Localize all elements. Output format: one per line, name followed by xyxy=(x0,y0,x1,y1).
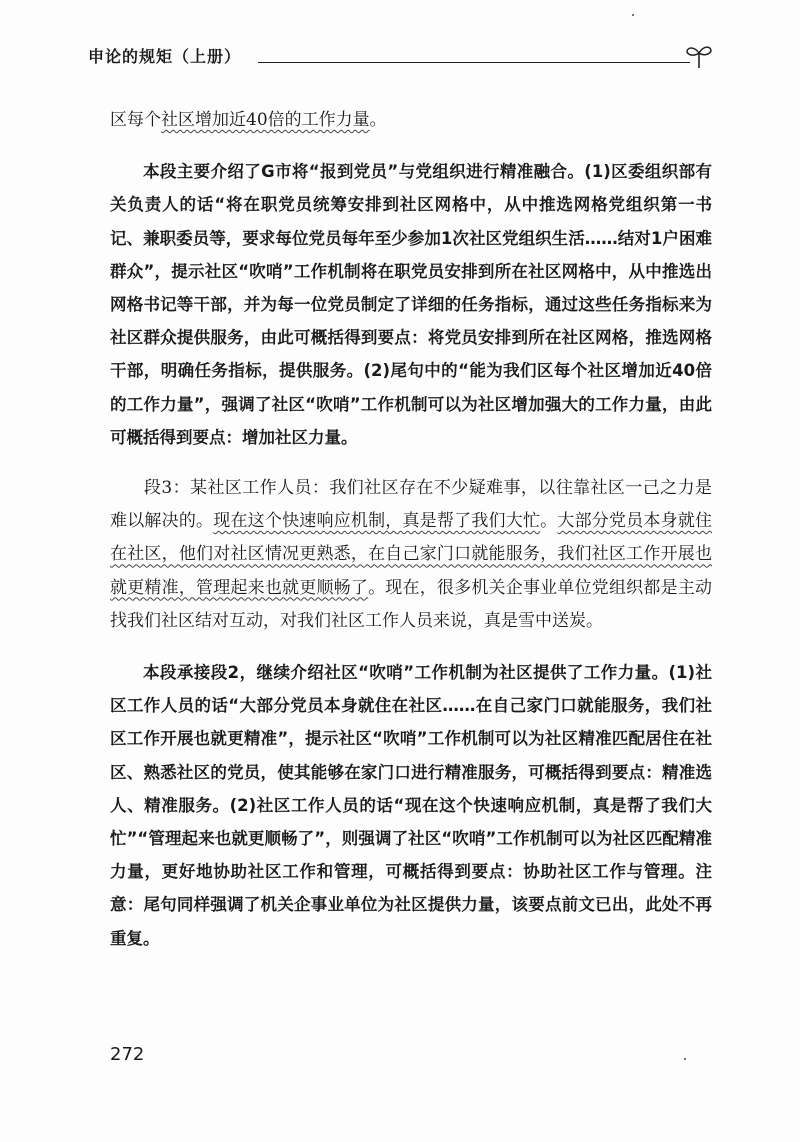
underlined-text: 大部分党员本身就住在社区，他们对社区情况更熟悉，在自己家门口就能服务，我们社区工作开展也就更精准，管理起来也就更顺畅了 xyxy=(110,511,713,598)
text-run: 。 xyxy=(540,511,558,532)
analysis-paragraph-1: 本段主要介绍了G市将“报到党员”与党组织进行精准融合。(1)区委组织部有关负责人的话“将在职党员统筹安排到社区网格中，从中推选网格党组织第一书记、兼职委员等，要求每位党员每年至少参加1次社区党组织生活……结对1户困难群众”，提示社区“吹哨”工作机制将在职党员安排到所在社区网格中，从中推选出网格书记等干部，并为每一位党员制定了详细的任务指标，通过这些任务指标来为社区群众提供服务，由此可概括得到要点：将党员安排到所在社区网格，推选网格干部，明确任务指标，提供服务。(2)尾句中的“能为我们区每个社区增加近40倍的工作力量”，强调了社区“吹哨”工作机制可以为社区增加强大的工作力量，由此可概括得到要点：增加社区力量。 xyxy=(110,162,712,447)
paragraph-continuation xyxy=(110,104,712,137)
analysis-paragraph-2: 本段承接段2，继续介绍社区“吹哨”工作机制为社区提供了工作力量。(1)社区工作人员的话“大部分党员本身就住在社区……在自己家门口就能服务，我们社区工作开展也就更精准”，提示社区“吹哨”工作机制可以为社区精准匹配居住在社区、熟悉社区的党员，使其能够在家门口进行精准服务，可概括得到要点：精准选人、精准服务。(2)社区工作人员的话“现在这个快速响应机制，真是帮了我们大忙”“管理起来也就更顺畅了”，则强调了社区“吹哨”工作机制可以为社区匹配精准力量，更好地协助社区工作和管理，可概括得到要点：协助社区工作与管理。注意：尾句同样强调了机关企事业单位为社区提供力量，该要点前文已出，此处不再重复。 xyxy=(110,663,712,948)
sprout-icon xyxy=(684,40,714,70)
text-run: 段3：某社区工作人员：我们社区存在不少疑难事，以往靠社区一己之力是难以解决的。 xyxy=(110,478,712,532)
underlined-text: 社区增加近40倍的工作力量 xyxy=(161,110,370,130)
text-run: 区每个 xyxy=(110,110,161,130)
scan-speck xyxy=(684,1058,686,1060)
running-header xyxy=(88,40,720,70)
underlined-text: 现在这个快速响应机制，真是帮了我们大忙 xyxy=(213,511,541,532)
page-number: 272 xyxy=(110,1044,145,1065)
source-paragraph-3 xyxy=(110,472,712,638)
text-run: 。 xyxy=(369,110,387,130)
header-rule xyxy=(258,62,690,63)
header-title: 申论的规矩（上册） xyxy=(88,47,242,66)
text-run: 。现在，很多机关企事业单位党组织都是主动找我们社区结对互动，对我们社区工作人员来说，真是雪中送炭。 xyxy=(110,577,713,631)
scan-speck xyxy=(632,14,634,16)
page-body xyxy=(110,104,712,955)
